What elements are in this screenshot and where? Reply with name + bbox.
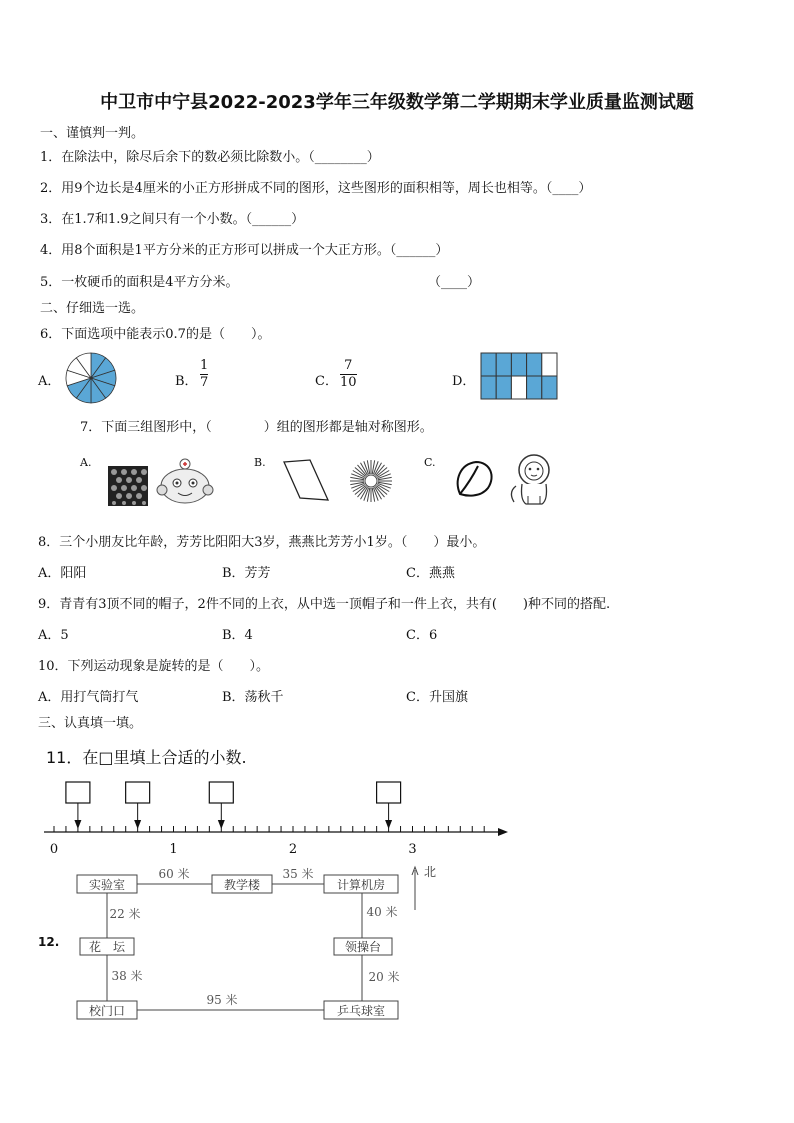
map-place-flower-bed: 花 坛 (88, 940, 126, 954)
map-place-gate: 校门口 (88, 1004, 126, 1018)
number-line-arrow (498, 828, 508, 836)
section-3-heading: 三、认真填一填。 (38, 716, 143, 731)
q6-option-b-label: B． (175, 374, 198, 389)
question-7: 7．下面三组图形中，（ ）组的图形都是轴对称图形。 (80, 420, 433, 435)
q7-option-c-label: C. (424, 456, 436, 469)
grid-cell (542, 376, 557, 399)
question-5-blank: （____） (428, 275, 481, 290)
q6-option-b-fraction (200, 359, 208, 390)
grid-cell (496, 353, 511, 376)
q7-a-cartoon-face-figure (154, 456, 216, 506)
map-distance-computer-platform: 40 米 (366, 905, 398, 919)
number-line-label: 2 (288, 842, 298, 857)
question-1: 1．在除法中，除尽后余下的数必须比除数小。（________） (40, 150, 380, 165)
q6-option-d-label: D． (452, 374, 476, 389)
number-line (40, 776, 520, 860)
question-5: 5．一枚硬币的面积是4平方分米。 (40, 275, 239, 290)
question-8: 8．三个小朋友比年龄，芳芳比阳阳大3岁，燕燕比芳芳小1岁。（ ）最小。 (38, 535, 486, 550)
question-3: 3．在1.7和1.9之间只有一个小数。（______） (40, 212, 305, 227)
q9-option-a: A．5 (38, 628, 69, 643)
question-10: 10．下列运动现象是旋转的是（ ）。 (38, 659, 270, 674)
fraction-numerator: 1 (200, 358, 209, 373)
number-line-label: 0 (49, 842, 59, 857)
question-12: 12. (38, 935, 60, 949)
north-label: 北 (423, 865, 437, 879)
number-line-pointer-arrow (385, 820, 392, 829)
number-line-pointer-arrow (74, 820, 81, 829)
q7-a-pattern-square-figure (108, 466, 148, 506)
map-place-computer-room: 计算机房 (336, 878, 386, 892)
map-place-lab: 实验室 (88, 878, 126, 892)
q7-b-sunburst-figure (348, 458, 394, 504)
map-distance-platform-pingpong: 20 米 (368, 970, 400, 984)
number-line-label: 3 (408, 842, 417, 857)
school-map (60, 862, 450, 1024)
map-place-teaching-building: 教学楼 (223, 878, 261, 892)
q9-option-b: B．4 (222, 628, 253, 643)
question-11: 11．在□里填上合适的小数. (46, 748, 247, 767)
q6-option-a-pie (64, 351, 118, 405)
fraction-numerator: 7 (344, 358, 353, 373)
q8-option-b: B．芳芳 (222, 566, 271, 581)
q7-b-parallelogram-figure (280, 458, 332, 504)
fraction-denominator: 10 (340, 375, 357, 390)
q8-option-a: A．阳阳 (38, 566, 87, 581)
question-4: 4．用8个面积是1平方分米的正方形可以拼成一个大正方形。（______） (40, 243, 449, 258)
q10-option-b: B．荡秋千 (222, 690, 284, 705)
q7-option-b-label: B. (254, 456, 266, 469)
grid-cell (527, 353, 542, 376)
q6-option-c-label: C． (315, 374, 338, 389)
number-line-answer-box (377, 782, 401, 803)
grid-cell (481, 353, 496, 376)
number-line-answer-box (126, 782, 150, 803)
question-2: 2．用9个边长是4厘米的小正方形拼成不同的图形，这些图形的面积相等，周长也相等。（____） (40, 181, 592, 196)
q10-option-a: A．用打气筒打气 (38, 690, 139, 705)
q10-option-c: C．升国旗 (406, 690, 468, 705)
map-distance-gate-pingpong: 95 米 (206, 993, 238, 1007)
q7-c-lion-figure (504, 452, 564, 508)
number-line-answer-box (209, 782, 233, 803)
grid-cell (511, 353, 526, 376)
question-6: 6．下面选项中能表示0.7的是（ ）。 (40, 327, 271, 342)
north-arrow (412, 865, 436, 910)
fraction-denominator: 7 (200, 375, 209, 390)
map-distance-lab-teaching: 60 米 (158, 867, 190, 881)
map-distance-flower-gate: 38 米 (111, 969, 143, 983)
grid-cell (496, 376, 511, 399)
page-title: 中卫市中宁县2022-2023学年三年级数学第二学期期末学业质量监测试题 (100, 92, 694, 113)
section-1-heading: 一、谨慎判一判。 (40, 126, 145, 141)
number-line-label: 1 (169, 842, 178, 857)
q6-option-c-fraction (340, 359, 357, 390)
number-line-pointer-arrow (134, 820, 141, 829)
q9-option-c: C．6 (406, 628, 438, 643)
map-distance-lab-flower: 22 米 (109, 907, 141, 921)
map-place-pingpong-room: 乒乓球室 (336, 1004, 386, 1018)
grid-cell (511, 376, 526, 399)
q6-option-d-grid (480, 352, 558, 400)
number-line-pointer-arrow (218, 820, 225, 829)
grid-cell (527, 376, 542, 399)
map-place-platform: 领操台 (344, 940, 382, 954)
question-9: 9．青青有3顶不同的帽子，2件不同的上衣，从中选一顶帽子和一件上衣，共有( )种不同的搭配. (38, 597, 611, 612)
q7-c-leaf-figure (452, 456, 498, 502)
number-line-answer-box (66, 782, 90, 803)
map-distance-teaching-computer: 35 米 (282, 867, 314, 881)
grid-cell (481, 376, 496, 399)
q7-option-a-label: A. (80, 456, 92, 469)
section-2-heading: 二、仔细选一选。 (40, 301, 145, 316)
grid-cell (542, 353, 557, 376)
q6-option-a-label: A． (38, 374, 61, 389)
q8-option-c: C．燕燕 (406, 566, 455, 581)
